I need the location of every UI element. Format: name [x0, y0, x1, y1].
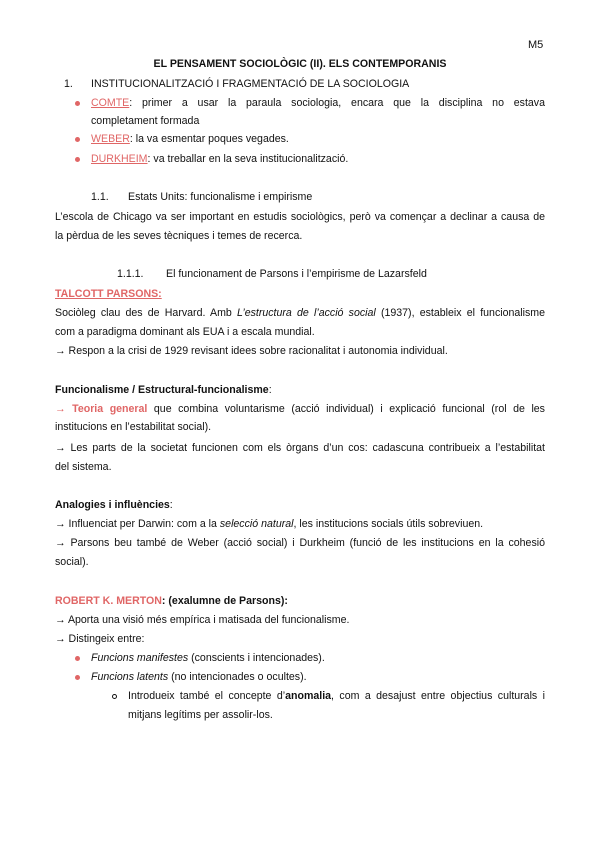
anomalia-line1	[128, 689, 545, 703]
section-1-1-1-heading: El funcionament de Parsons i l’empirisme de Lazarsfeld	[166, 268, 427, 280]
durkheim-item	[91, 152, 348, 166]
funcions-latents-rest: (no intencionades o ocultes).	[168, 671, 307, 683]
funcionalisme-p2-line2: del sistema.	[55, 461, 112, 473]
comte-text-cont: completament formada	[91, 115, 200, 127]
merton-name: ROBERT K. MERTON	[55, 595, 162, 607]
bullet-comte	[75, 101, 80, 106]
merton-heading	[55, 594, 288, 608]
funcions-manifestes-item	[91, 651, 325, 665]
bullet-weber	[75, 137, 80, 142]
funcions-manifestes-rest: (conscients i intencionades).	[188, 652, 325, 664]
anomalia-line1-b: , com a desajust entre objectius culturals i	[331, 690, 545, 702]
anomalia-line2: mitjans legítims per assolir-los.	[128, 709, 273, 721]
chicago-paragraph-line2: la pèrdua de les seves tècniques i temes de recerca.	[55, 230, 303, 242]
parsons-heading: TALCOTT PARSONS:	[55, 288, 162, 300]
bullet-durkheim	[75, 157, 80, 162]
parsons-line3: → Respon a la crisi de 1929 revisant idees sobre racionalitat i autonomia individual.	[55, 345, 448, 357]
seleccio-natural-term: selecció natural	[219, 518, 294, 530]
section-1-1-number: 1.1.	[91, 191, 109, 203]
funcionalisme-heading	[55, 383, 272, 397]
funcions-latents-term: Funcions latents	[91, 671, 169, 683]
weber-text: : la va esmentar poques vegades.	[129, 133, 289, 145]
analogies-heading	[55, 498, 173, 512]
analogies-p1	[55, 517, 483, 531]
teoria-general-term: Teoria general	[72, 403, 148, 415]
bullet-funcions-latents	[75, 675, 80, 680]
durkheim-name: DURKHEIM	[91, 153, 148, 165]
funcionalisme-p1-line2: institucions en l’estabilitat social).	[55, 421, 212, 433]
bullet-funcions-manifestes	[75, 656, 80, 661]
analogies-p1-b: , les institucions socials útils sobreviuen.	[293, 518, 484, 530]
merton-line1: → Aporta una visió més empírica i matisada del funcionalisme.	[55, 614, 350, 626]
analogies-p2-line2: social).	[55, 556, 89, 568]
merton-suffix: : (exalumne de Parsons):	[161, 595, 288, 607]
section-1-number: 1.	[64, 78, 73, 90]
funcions-latents-item	[91, 670, 307, 684]
funcionalisme-heading-text: Funcionalisme / Estructural-funcionalisme	[55, 384, 269, 396]
funcions-manifestes-term: Funcions manifestes	[91, 652, 189, 664]
parsons-line2: com a paradigma dominant als EUA i a escala mundial.	[55, 326, 315, 338]
chicago-paragraph-line1: L’escola de Chicago va ser important en estudis sociològics, però va començar a declinar a causa de	[55, 211, 545, 223]
parsons-line1	[55, 306, 545, 320]
funcionalisme-p2-line1: → Les parts de la societat funcionen com els òrgans d’un cos: cadascuna contribueix a l’estabilitat	[55, 442, 545, 454]
funcionalisme-colon: :	[268, 384, 272, 396]
analogies-p1-a: → Influenciat per Darwin: com a la	[55, 518, 220, 530]
analogies-heading-text: Analogies i influències	[55, 499, 170, 511]
funcionalisme-p1-line1	[55, 402, 545, 416]
anomalia-term: anomalia	[285, 690, 332, 702]
page-number: M5	[528, 39, 544, 51]
weber-item	[91, 132, 289, 146]
weber-name: WEBER	[91, 133, 130, 145]
parsons-line1-a: Sociòleg clau des de Harvard. Amb	[55, 307, 238, 319]
section-1-heading: INSTITUCIONALITZACIÓ I FRAGMENTACIÓ DE LA SOCIOLOGIA	[91, 78, 410, 90]
arrow-icon: →	[55, 403, 73, 415]
section-1-1-1-number: 1.1.1.	[117, 268, 144, 280]
durkheim-text: : va treballar en la seva institucionalització.	[147, 153, 349, 165]
page-title: EL PENSAMENT SOCIOLÒGIC (II). ELS CONTEMPORANIS	[153, 58, 447, 70]
analogies-p2-line1: → Parsons beu també de Weber (acció social) i Durkheim (funció de les institucions en la cohesió	[55, 537, 545, 549]
merton-line2: → Distingeix entre:	[55, 633, 145, 645]
comte-text: : primer a usar la paraula sociologia, encara que la disciplina no estava	[129, 97, 545, 109]
parsons-line1-b: (1937), estableix el funcionalisme	[375, 307, 545, 319]
analogies-colon: :	[169, 499, 173, 511]
section-1-1-heading: Estats Units: funcionalisme i empirisme	[128, 191, 313, 203]
comte-item	[91, 96, 545, 110]
anomalia-line1-a: Introdueix també el concepte d’	[128, 690, 286, 702]
funcionalisme-p1-rest: que combina voluntarisme (acció individual) i explicació funcional (rol de les	[147, 403, 545, 415]
parsons-book-title: L’estructura de l’acció social	[237, 307, 376, 319]
comte-name: COMTE	[91, 97, 130, 109]
sub-bullet-anomalia	[112, 694, 117, 699]
